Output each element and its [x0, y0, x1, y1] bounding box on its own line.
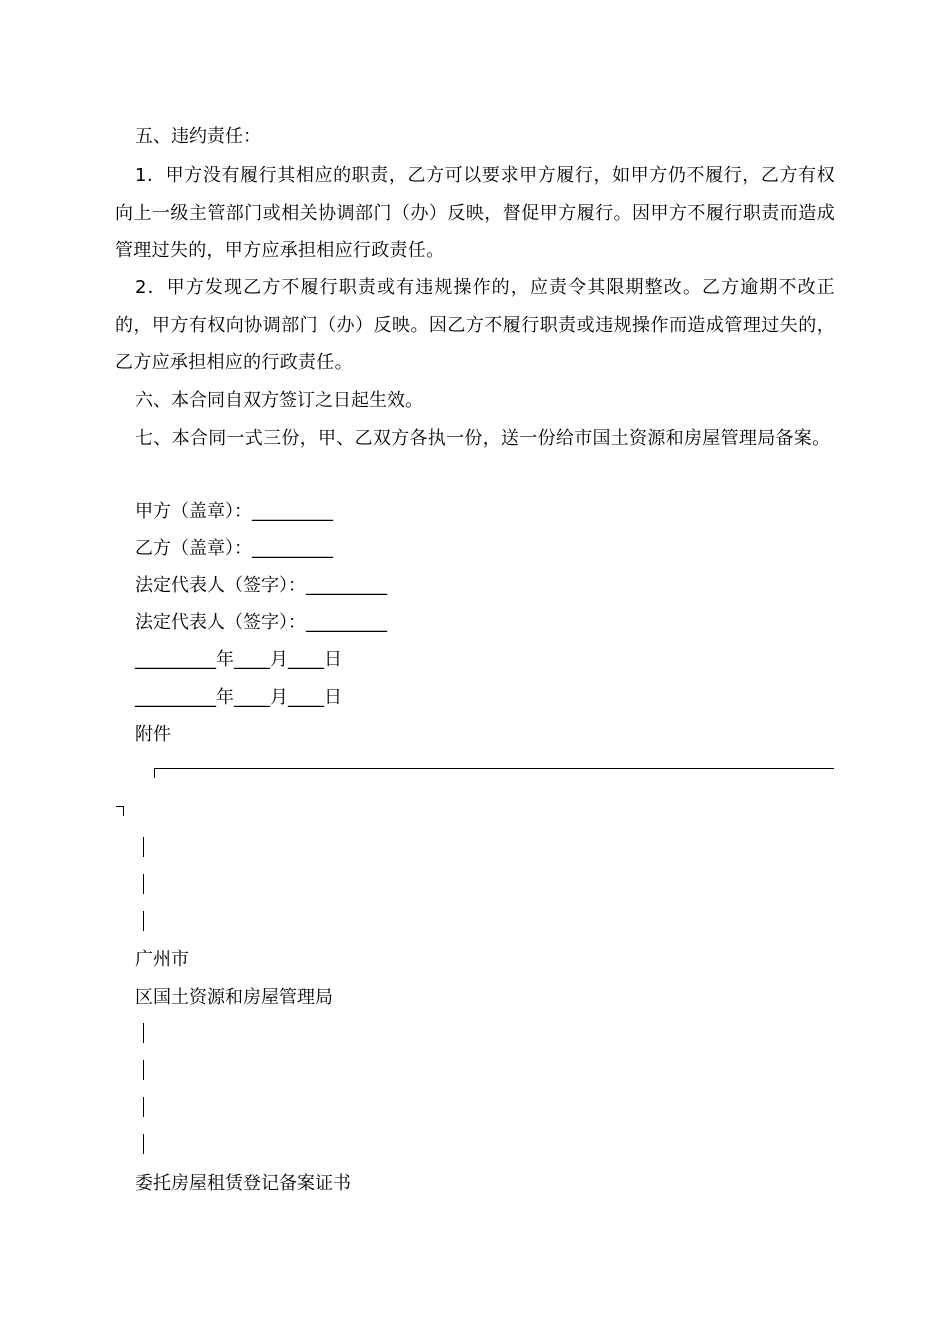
attachment-label: 附件: [135, 724, 171, 745]
section-7: 七、本合同一式三份，甲、乙双方各执一份，送一份给市国土资源和房屋管理局备案。: [135, 428, 831, 449]
date-line-a: _________年____月____日: [135, 649, 342, 670]
frame-side-bar: [143, 837, 144, 857]
frame-side-bar: [143, 1134, 144, 1154]
attachment-frame-corner: [116, 806, 124, 816]
attachment-city: 广州市: [135, 949, 189, 970]
frame-side-bar: [143, 1097, 144, 1117]
section-5-item-2: 2．甲方发现乙方不履行职责或有违规操作的，应责令其限期整改。乙方逾期不改正的，甲方有权向协调部门（办）反映。因乙方不履行职责或违规操作而造成管理过失的，乙方应承担相应的行政责任。: [115, 277, 835, 373]
frame-side-bar: [143, 874, 144, 894]
attachment-frame-top-border: [154, 768, 834, 778]
attachment-bureau: 区国土资源和房屋管理局: [135, 987, 333, 1008]
party-a-seal: 甲方（盖章）：_________: [135, 501, 333, 522]
party-b-seal: 乙方（盖章）：_________: [135, 538, 333, 559]
section-5-item-1: 1．甲方没有履行其相应的职责，乙方可以要求甲方履行，如甲方仍不履行，乙方有权向上一级主管部门或相关协调部门（办）反映，督促甲方履行。因甲方不履行职责而造成管理过失的，甲方应承担相应行政责任。: [115, 165, 835, 261]
frame-side-bar: [143, 1023, 144, 1043]
date-line-b: _________年____月____日: [135, 687, 342, 708]
legal-rep-b-signature: 法定代表人（签字）：_________: [135, 612, 387, 633]
section-6: 六、本合同自双方签订之日起生效。: [135, 390, 423, 411]
legal-rep-a-signature: 法定代表人（签字）：_________: [135, 575, 387, 596]
frame-side-bar: [143, 911, 144, 931]
attachment-certificate-title: 委托房屋租赁登记备案证书: [135, 1173, 351, 1194]
section-5-heading: 五、违约责任：: [135, 126, 261, 147]
frame-side-bar: [143, 1060, 144, 1080]
